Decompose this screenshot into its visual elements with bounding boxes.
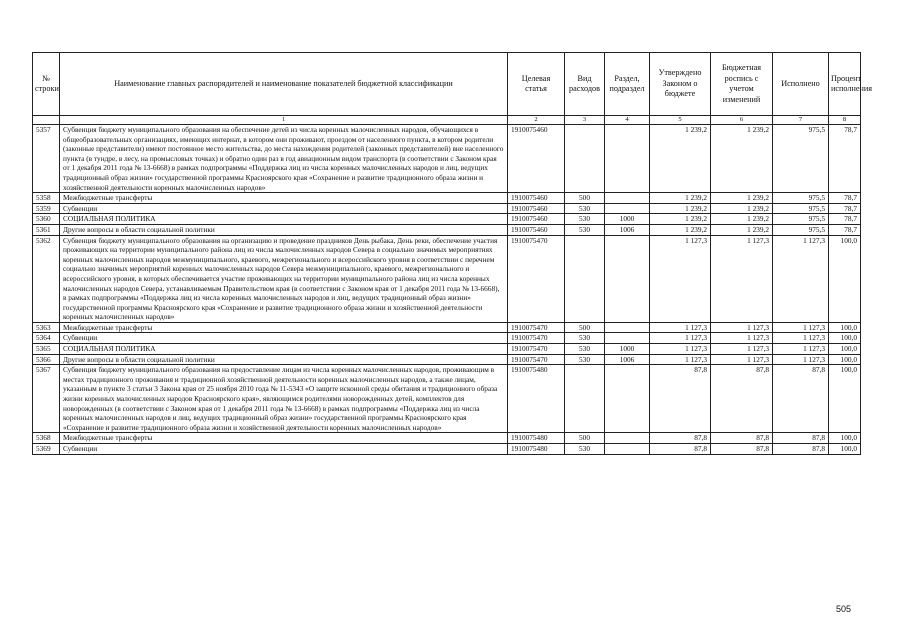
row-number: 5364 [33,333,60,344]
header-name: Наименование главных распорядителей и наименование показателей бюджетной классификации [60,53,508,116]
row-approved: 1 239,2 [650,203,711,214]
row-name: Другие вопросы в области социальной политики [60,354,508,365]
row-number: 5366 [33,354,60,365]
table-row [33,322,861,333]
row-executed: 1 127,3 [773,354,829,365]
row-schedule: 1 239,2 [711,214,773,225]
row-approved: 1 127,3 [650,322,711,333]
row-expense-kind [565,125,605,193]
column-number-blank [33,116,60,125]
column-number: 7 [773,116,829,125]
row-percent: 100,0 [829,344,861,355]
header-row-no: № строки [33,53,60,116]
row-approved: 1 239,2 [650,214,711,225]
row-percent: 78,7 [829,214,861,225]
row-expense-kind: 500 [565,322,605,333]
row-schedule: 87,8 [711,433,773,444]
row-name: Субвенция бюджету муниципального образования на предоставление лицам из числа коренных малочисленных народов, проживающим в местах традиционного проживания и традиционной хозяйственной деятельности коренных малочисленных народов, а также лицам, указанным в пункте 3 статьи 3 Закона края от 25 ноября 2010 года № 11-5343 «О защите исконной среды обитания и традиционного образа жизни коренных малочисленных народов Красноярского края», являющимся родителями новорожденных детей, комплектов для новорожденных (в соответствии с Законом края от 1 декабря 2011 года № 13-6668) в рамках подпрограммы «Поддержка лиц из числа коренных малочисленных народов и лиц, ведущих традиционный образ жизни» государственной программы Красноярского края «Сохранение и развитие традиционного образа жизни и хозяйственной деятельности коренных малочисленных народов» [60,365,508,433]
row-expense-kind [565,235,605,322]
row-percent: 100,0 [829,365,861,433]
row-schedule: 1 239,2 [711,224,773,235]
row-approved: 1 127,3 [650,344,711,355]
table-row [33,203,861,214]
row-target-code: 1910075460 [508,224,565,235]
row-executed: 1 127,3 [773,333,829,344]
row-section [605,193,650,204]
row-executed: 975,5 [773,125,829,193]
row-schedule: 1 127,3 [711,333,773,344]
row-schedule: 1 239,2 [711,203,773,214]
row-approved: 1 127,3 [650,333,711,344]
row-target-code: 1910075460 [508,125,565,193]
row-section [605,322,650,333]
row-approved: 1 127,3 [650,354,711,365]
row-name: СОЦИАЛЬНАЯ ПОЛИТИКА [60,344,508,355]
row-percent: 78,7 [829,203,861,214]
header-kind: Вид расходов [565,53,605,116]
row-target-code: 1910075470 [508,354,565,365]
row-executed: 1 127,3 [773,235,829,322]
row-name: Субвенции [60,444,508,455]
row-target-code: 1910075470 [508,344,565,355]
row-percent: 100,0 [829,333,861,344]
row-target-code: 1910075470 [508,322,565,333]
header-executed: Исполнено [773,53,829,116]
row-expense-kind: 530 [565,344,605,355]
row-schedule: 1 127,3 [711,344,773,355]
row-name: Межбюджетные трансферты [60,322,508,333]
row-executed: 87,8 [773,444,829,455]
row-target-code: 1910075470 [508,235,565,322]
row-executed: 975,5 [773,224,829,235]
row-schedule: 87,8 [711,444,773,455]
table-row [33,224,861,235]
table-row [33,235,861,322]
row-expense-kind [565,365,605,433]
header-schedule: Бюджетная роспись с учетом изменений [711,53,773,116]
row-target-code: 1910075460 [508,203,565,214]
row-name: Межбюджетные трансферты [60,193,508,204]
table-row [33,193,861,204]
column-number: 1 [60,116,508,125]
row-target-code: 1910075460 [508,214,565,225]
row-section [605,235,650,322]
row-name: Субвенции [60,333,508,344]
row-approved: 87,8 [650,444,711,455]
row-section: 1000 [605,214,650,225]
row-executed: 1 127,3 [773,344,829,355]
row-name: Межбюджетные трансферты [60,433,508,444]
row-percent: 100,0 [829,235,861,322]
row-section [605,125,650,193]
row-expense-kind: 500 [565,433,605,444]
table-row [33,125,861,193]
row-percent: 78,7 [829,125,861,193]
row-target-code: 1910075480 [508,444,565,455]
row-number: 5359 [33,203,60,214]
column-number: 4 [605,116,650,125]
column-numbers-row [33,116,861,125]
row-executed: 975,5 [773,214,829,225]
row-name: Субвенции [60,203,508,214]
row-number: 5367 [33,365,60,433]
header-percent: Процент исполнения [829,53,861,116]
row-number: 5369 [33,444,60,455]
row-target-code: 1910075460 [508,193,565,204]
row-percent: 100,0 [829,444,861,455]
row-approved: 87,8 [650,365,711,433]
column-number: 5 [650,116,711,125]
row-schedule: 1 239,2 [711,193,773,204]
row-section [605,333,650,344]
row-percent: 100,0 [829,322,861,333]
header-row [33,53,861,116]
row-section: 1006 [605,354,650,365]
budget-table [32,52,873,455]
row-target-code: 1910075480 [508,433,565,444]
table-row [33,365,861,433]
row-expense-kind: 530 [565,224,605,235]
row-approved: 1 239,2 [650,224,711,235]
row-approved: 1 127,3 [650,235,711,322]
row-expense-kind: 530 [565,203,605,214]
row-expense-kind: 530 [565,333,605,344]
row-executed: 87,8 [773,365,829,433]
table-row [33,354,861,365]
row-executed: 87,8 [773,433,829,444]
header-approved: Утверждено Законом о бюджете [650,53,711,116]
column-number: 8 [829,116,861,125]
row-percent: 78,7 [829,193,861,204]
column-number: 2 [508,116,565,125]
row-number: 5362 [33,235,60,322]
row-section: 1000 [605,344,650,355]
row-section [605,433,650,444]
row-approved: 87,8 [650,433,711,444]
header-section: Раздел, подраздел [605,53,650,116]
row-executed: 975,5 [773,193,829,204]
row-approved: 1 239,2 [650,125,711,193]
row-section [605,444,650,455]
row-number: 5365 [33,344,60,355]
table-row [33,444,861,455]
row-section [605,203,650,214]
row-approved: 1 239,2 [650,193,711,204]
row-executed: 1 127,3 [773,322,829,333]
row-schedule: 87,8 [711,365,773,433]
table-body [33,125,861,455]
row-name: Субвенция бюджету муниципального образования на организацию и проведение праздников День рыбака, День реки, обеспечение участия проживающих на территории муниципального района лиц из числа малочисленных народов Севера в социально значимых мероприятиях коренных малочисленных народов межмуниципального, краевого, межрегионального и всероссийского уровня в соответствии с перечнем социально значимых мероприятий коренных малочисленных народов Севера межмуниципального, краевого, межрегионального и всероссийского уровня, в которых обеспечивается участие проживающих на территории муниципального района лиц из числа коренных малочисленных народов Севера, устанавливаемым Правительством края (в соответствии с Законом края от 1 декабря 2011 года № 13-6668), в рамках подпрограммы «Поддержка лиц из числа коренных малочисленных народов и лиц, ведущих традиционный образ жизни» государственной программы Красноярского края «Сохранение и развитие традиционного образа жизни и хозяйственной деятельности коренных малочисленных народов» [60,235,508,322]
row-schedule: 1 239,2 [711,125,773,193]
row-target-code: 1910075480 [508,365,565,433]
row-number: 5363 [33,322,60,333]
page-number: 505 [836,604,852,614]
header-target: Целевая статья [508,53,565,116]
row-executed: 975,5 [773,203,829,214]
table-row [33,433,861,444]
row-name: СОЦИАЛЬНАЯ ПОЛИТИКА [60,214,508,225]
row-schedule: 1 127,3 [711,322,773,333]
row-schedule: 1 127,3 [711,354,773,365]
row-percent: 78,7 [829,224,861,235]
table-row [33,333,861,344]
row-percent: 100,0 [829,433,861,444]
row-expense-kind: 530 [565,214,605,225]
row-target-code: 1910075470 [508,333,565,344]
row-schedule: 1 127,3 [711,235,773,322]
table-row [33,214,861,225]
row-name: Субвенция бюджету муниципального образования на обеспечение детей из числа коренных малочисленных народов, обучающихся в общеобразовательных организациях, имеющих интернат, в котором они проживают, проездом от населенного пункта, в котором родители (законные представители) имеют постоянное место жительства, до места нахождения родителей (законных представителей) вне населенного пункта (в тундре, в лесу, на промысловых точках) и обратно один раз в год авиационным видом транспорта (в соответствии с Законом края от 1 декабря 2011 года № 13-6668) в рамках подпрограммы «Поддержка лиц из числа коренных малочисленных народов и лиц, ведущих традиционный образ жизни» государственной программы Красноярского края «Сохранение и развитие традиционного образа жизни и хозяйственной деятельности коренных малочисленных народов» [60,125,508,193]
table-row [33,344,861,355]
row-number: 5360 [33,214,60,225]
row-expense-kind: 500 [565,193,605,204]
row-section: 1006 [605,224,650,235]
row-expense-kind: 530 [565,354,605,365]
row-expense-kind: 530 [565,444,605,455]
row-number: 5368 [33,433,60,444]
row-name: Другие вопросы в области социальной политики [60,224,508,235]
row-number: 5361 [33,224,60,235]
row-number: 5357 [33,125,60,193]
row-section [605,365,650,433]
row-number: 5358 [33,193,60,204]
column-number: 6 [711,116,773,125]
row-percent: 100,0 [829,354,861,365]
column-number: 3 [565,116,605,125]
